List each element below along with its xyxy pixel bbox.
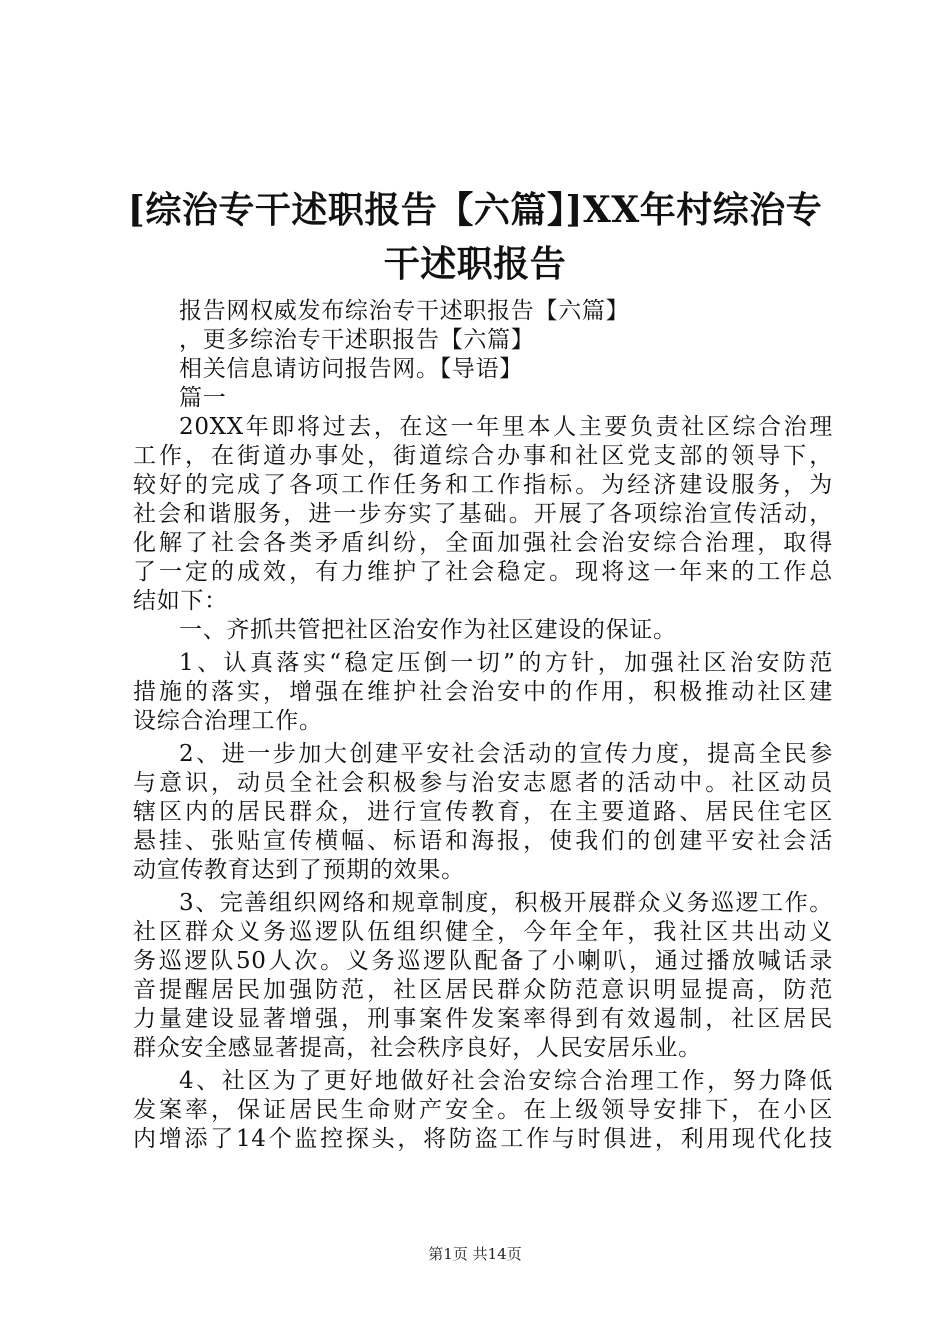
paragraph-line: 与意识，动员全社会积极参与治安志愿者的活动中。社区动员 bbox=[133, 770, 833, 796]
paragraph-line: 1、认真落实“稳定压倒一切”的方针，加强社区治安防范 bbox=[179, 650, 833, 676]
paragraph-line: 力量建设显著增强，刑事案件发案率得到有效遏制，社区居民 bbox=[133, 1006, 833, 1032]
intro-line: 报告网权威发布综治专干述职报告【六篇】 bbox=[179, 298, 630, 324]
paragraph-line: 一、齐抓共管把社区治安作为社区建设的保证。 bbox=[179, 617, 677, 643]
intro-line: ，更多综治专干述职报告【六篇】 bbox=[179, 327, 535, 353]
section-heading: 篇一 bbox=[179, 385, 227, 411]
paragraph-line: 了一定的成效，有力维护了社会稳定。现将这一年来的工作总 bbox=[133, 559, 833, 585]
document-body bbox=[133, 297, 833, 1154]
paragraph-line: 设综合治理工作。 bbox=[133, 708, 323, 734]
paragraph-line: 措施的落实，增强在维护社会治安中的作用，积极推动社区建 bbox=[133, 679, 833, 705]
paragraph-line: 音提醒居民加强防范，社区居民群众防范意识明显提高，防范 bbox=[133, 977, 833, 1003]
paragraph-line: 2、进一步加大创建平安社会活动的宣传力度，提高全民参 bbox=[179, 741, 833, 767]
paragraph-line: 社会和谐服务，进一步夯实了基础。开展了各项综治宣传活动， bbox=[133, 501, 833, 527]
paragraph-line: 发案率，保证居民生命财产安全。在上级领导安排下，在小区 bbox=[133, 1097, 833, 1123]
paragraph-line: 化解了社会各类矛盾纠纷，全面加强社会治安综合治理，取得 bbox=[133, 530, 833, 556]
paragraph-line: 动宣传教育达到了预期的效果。 bbox=[133, 857, 465, 883]
paragraph-line: 20XX年即将过去，在这一年里本人主要负责社区综合治理 bbox=[179, 414, 833, 440]
paragraph-line: 辖区内的居民群众，进行宣传教育，在主要道路、居民住宅区 bbox=[133, 799, 833, 825]
paragraph-line: 结如下： bbox=[133, 588, 228, 614]
paragraph-line: 社区群众义务巡逻队伍组织健全，今年全年，我社区共出动义 bbox=[133, 919, 833, 945]
paragraph-line: 务巡逻队50人次。义务巡逻队配备了小喇叭，通过播放喊话录 bbox=[133, 948, 833, 974]
paragraph-line: 工作，在街道办事处，街道综合办事和社区党支部的领导下， bbox=[133, 443, 833, 469]
page-footer: 第1页 共14页 bbox=[428, 1245, 522, 1263]
paragraph-line: 4、社区为了更好地做好社会治安综合治理工作，努力降低 bbox=[179, 1068, 833, 1094]
document-title-line-2: 干述职报告 bbox=[383, 243, 567, 285]
intro-line: 相关信息请访问报告网。【导语】 bbox=[179, 356, 523, 382]
paragraph-line: 悬挂、张贴宣传横幅、标语和海报，使我们的创建平安社会活 bbox=[133, 828, 833, 854]
paragraph-line: 群众安全感显著提高，社会秩序良好，人民安居乐业。 bbox=[133, 1035, 702, 1061]
paragraph-line: 3、完善组织网络和规章制度，积极开展群众义务巡逻工作。 bbox=[179, 890, 833, 916]
paragraph-line: 较好的完成了各项工作任务和工作指标。为经济建设服务，为 bbox=[133, 472, 833, 498]
document-title-line-1: [综治专干述职报告【六篇】]XX年村综治专 bbox=[127, 189, 823, 231]
paragraph-line: 内增添了14个监控探头，将防盗工作与时俱进，利用现代化技 bbox=[133, 1126, 833, 1152]
